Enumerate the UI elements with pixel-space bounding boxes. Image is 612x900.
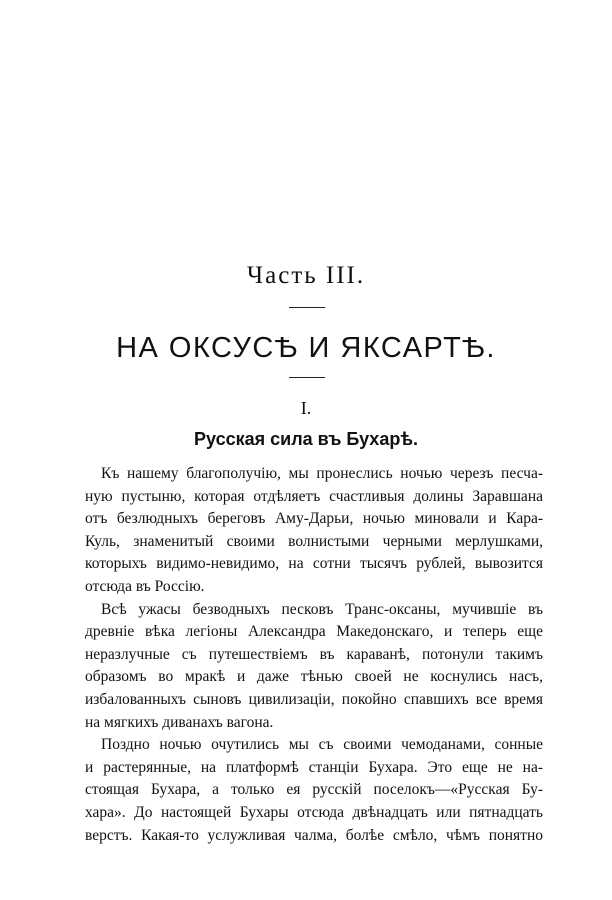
chapter-title: Русская сила въ Бухарѣ. — [194, 429, 418, 449]
body-text — [85, 463, 543, 847]
text-line: отсюда въ Россію. — [85, 577, 205, 595]
text-line: Куль, знаменитый своими волнистыми черными мерлушками, — [85, 532, 543, 550]
text-line: верстъ. Какая-то услужливая чалма, болѣе смѣло, чѣмъ понятно — [85, 826, 543, 844]
text-line: образомъ во мракѣ и даже тѣнью своей не коснулись насъ, — [85, 668, 543, 686]
text-line: ную пустыню, которая отдѣляетъ счастливыя долины Заравшана — [85, 487, 543, 505]
text-line: Всѣ ужасы безводныхъ песковъ Транс-оксаны, мучившіе въ — [101, 600, 543, 618]
title-rule-bottom — [289, 377, 325, 378]
main-title: НА ОКСУСѢ И ЯКСАРТѢ. — [116, 332, 496, 364]
text-line: избалованныхъ сыновъ цивилизаціи, покойно спавшихъ все время — [85, 690, 543, 708]
chapter-number: I. — [300, 398, 312, 418]
text-line: на мягкихъ диванахъ вагона. — [85, 713, 274, 731]
text-line: отъ безлюдныхъ береговъ Аму-Дарьи, ночью миновали и Кара- — [85, 510, 543, 528]
title-rule-top — [289, 307, 325, 308]
text-line: хара». До настоящей Бухары отсюда двѣнадцать или пятнадцать — [85, 803, 543, 821]
text-line: и растерянные, на платформѣ станціи Бухара. Это еще не на- — [85, 758, 543, 776]
text-line: древніе вѣка легіоны Александра Македонскаго, и теперь еще — [85, 623, 543, 641]
part-title: Часть III. — [246, 262, 366, 289]
text-line: Поздно ночью очутились мы съ своими чемоданами, сонные — [101, 736, 543, 754]
text-line: неразлучные съ путешествіемъ въ караванѣ, потонули такимъ — [85, 645, 543, 663]
text-line: которыхъ видимо-невидимо, на сотни тысячъ рублей, вывозится — [85, 555, 543, 573]
text-line: стоящая Бухара, а только ея русскій поселокъ—«Русская Бу- — [85, 781, 543, 799]
text-line: Къ нашему благополучію, мы пронеслись ночью черезъ песча- — [101, 465, 543, 482]
